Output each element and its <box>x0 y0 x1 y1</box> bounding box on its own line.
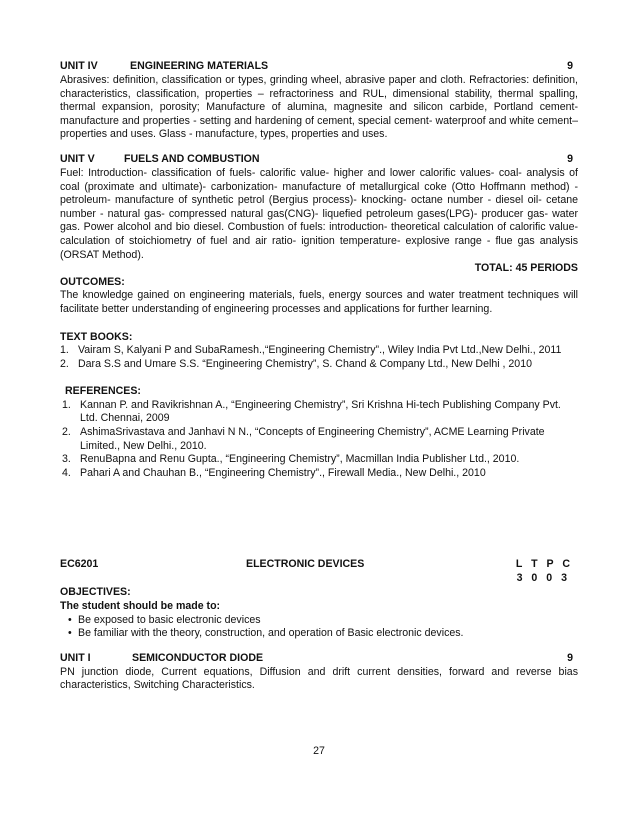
list-item: • Be exposed to basic electronic devices <box>68 613 261 626</box>
unit-label: UNIT I <box>60 651 91 664</box>
ltpc-header: L T P C <box>515 558 573 571</box>
objectives-list <box>60 614 578 641</box>
list-item: 3. RenuBapna and Renu Gupta., “Engineering Chemistry”, Macmillan India Publisher Ltd., 2010. <box>62 453 520 466</box>
references-heading: REFERENCES: <box>65 385 141 398</box>
objectives-heading: OBJECTIVES: <box>60 586 131 599</box>
list-item: 4. Pahari A and Chauhan B., “Engineering Chemistry”., Firewall Media., New Delhi., 2010 <box>62 466 486 479</box>
outcomes-body: The knowledge gained on engineering materials, fuels, energy sources and water treatment techniques will facilitate better understanding of engineering processes and applications for further learning. <box>60 289 578 315</box>
bullet-icon: • <box>68 627 72 640</box>
list-item: 2. Dara S.S and Umare S.S. “Engineering Chemistry”, S. Chand & Company Ltd., New Delhi , 2010 <box>60 357 532 370</box>
page-number: 27 <box>313 745 325 757</box>
unit-label: UNIT V <box>60 152 95 165</box>
unit-hours: 9 <box>567 152 573 165</box>
textbooks-heading: TEXT BOOKS: <box>60 330 133 343</box>
course-header <box>60 558 578 572</box>
course-credits <box>60 572 578 586</box>
unit-title: FUELS AND COMBUSTION <box>124 152 260 165</box>
unit-iv-body: Abrasives: definition, classification or types, grinding wheel, abrasive paper and cloth. Refractories: definition, characteristics, classification, properties – refractoriness and RUL, dimensional stability, thermal spalling, thermal expansion, porosity; Manufacture of alumina, magnesite and silicon carbide, Portland cement- manufacture and properties - setting and hardening of cement, special cement- waterproof and white cement–properties and uses. Glass - manufacture, types, properties and uses. <box>60 74 578 141</box>
unit-title: SEMICONDUCTOR DIODE <box>132 651 264 664</box>
page-content <box>60 60 578 693</box>
outcomes-heading: OUTCOMES: <box>60 275 125 288</box>
unit-v-body: Fuel: Introduction- classification of fuels- calorific value- higher and lower calorific values- coal- analysis of coal (proximate and ultimate)- carbonization- manufacture of metallurgical coke (Otto Hoffmann method) - petroleum- manufacture of synthetic petrol (Bergius process)- knocking- octane number - diesel oil- cetane number - natural gas- compressed natural gas(CNG)- liquefied petroleum gases(LPG)- producer gas- water gas. Power alcohol and bio diesel. Combustion of fuels: introduction- theoretical calculation of calorific value- calculation of stoichiometry of fuel and air ratio- ignition temperature- explosive range - flue gas analysis (ORSAT Method). <box>60 166 578 261</box>
course-title: ELECTRONIC DEVICES <box>246 558 365 571</box>
unit-i-body: PN junction diode, Current equations, Diffusion and drift current densities, forward and reverse bias characteristics, Switching Characteristics. <box>60 665 578 692</box>
list-item: 1. Kannan P. and Ravikrishnan A., “Engineering Chemistry”, Sri Krishna Hi-tech Publishing Company Pvt. Ltd. Chennai, 2009 <box>62 398 561 425</box>
objectives-subheading: The student should be made to: <box>60 600 221 613</box>
list-item: • Be familiar with the theory, construction, and operation of Basic electronic devices. <box>68 627 464 640</box>
unit-hours: 9 <box>567 60 573 72</box>
ltpc-values: 3 0 0 3 <box>516 572 570 585</box>
unit-i-heading <box>60 652 578 666</box>
references-list <box>60 399 565 481</box>
unit-iv-heading <box>60 60 578 74</box>
total-periods: TOTAL: 45 PERIODS <box>474 262 578 275</box>
unit-label: UNIT IV <box>60 60 98 72</box>
unit-hours: 9 <box>567 651 573 664</box>
list-item: 1. Vairam S, Kalyani P and SubaRamesh.,“Engineering Chemistry”., Wiley India Pvt Ltd.,New Delhi., 2011 <box>60 344 562 357</box>
unit-title: ENGINEERING MATERIALS <box>130 60 269 72</box>
unit-v-heading <box>60 153 578 167</box>
list-item: 2. AshimaSrivastava and Janhavi N N., “Concepts of Engineering Chemistry”, ACME Learning Private Limited., New Delhi., 2010. <box>62 426 545 452</box>
textbooks-list <box>60 344 578 371</box>
course-code: EC6201 <box>60 558 99 571</box>
bullet-icon: • <box>68 613 72 626</box>
